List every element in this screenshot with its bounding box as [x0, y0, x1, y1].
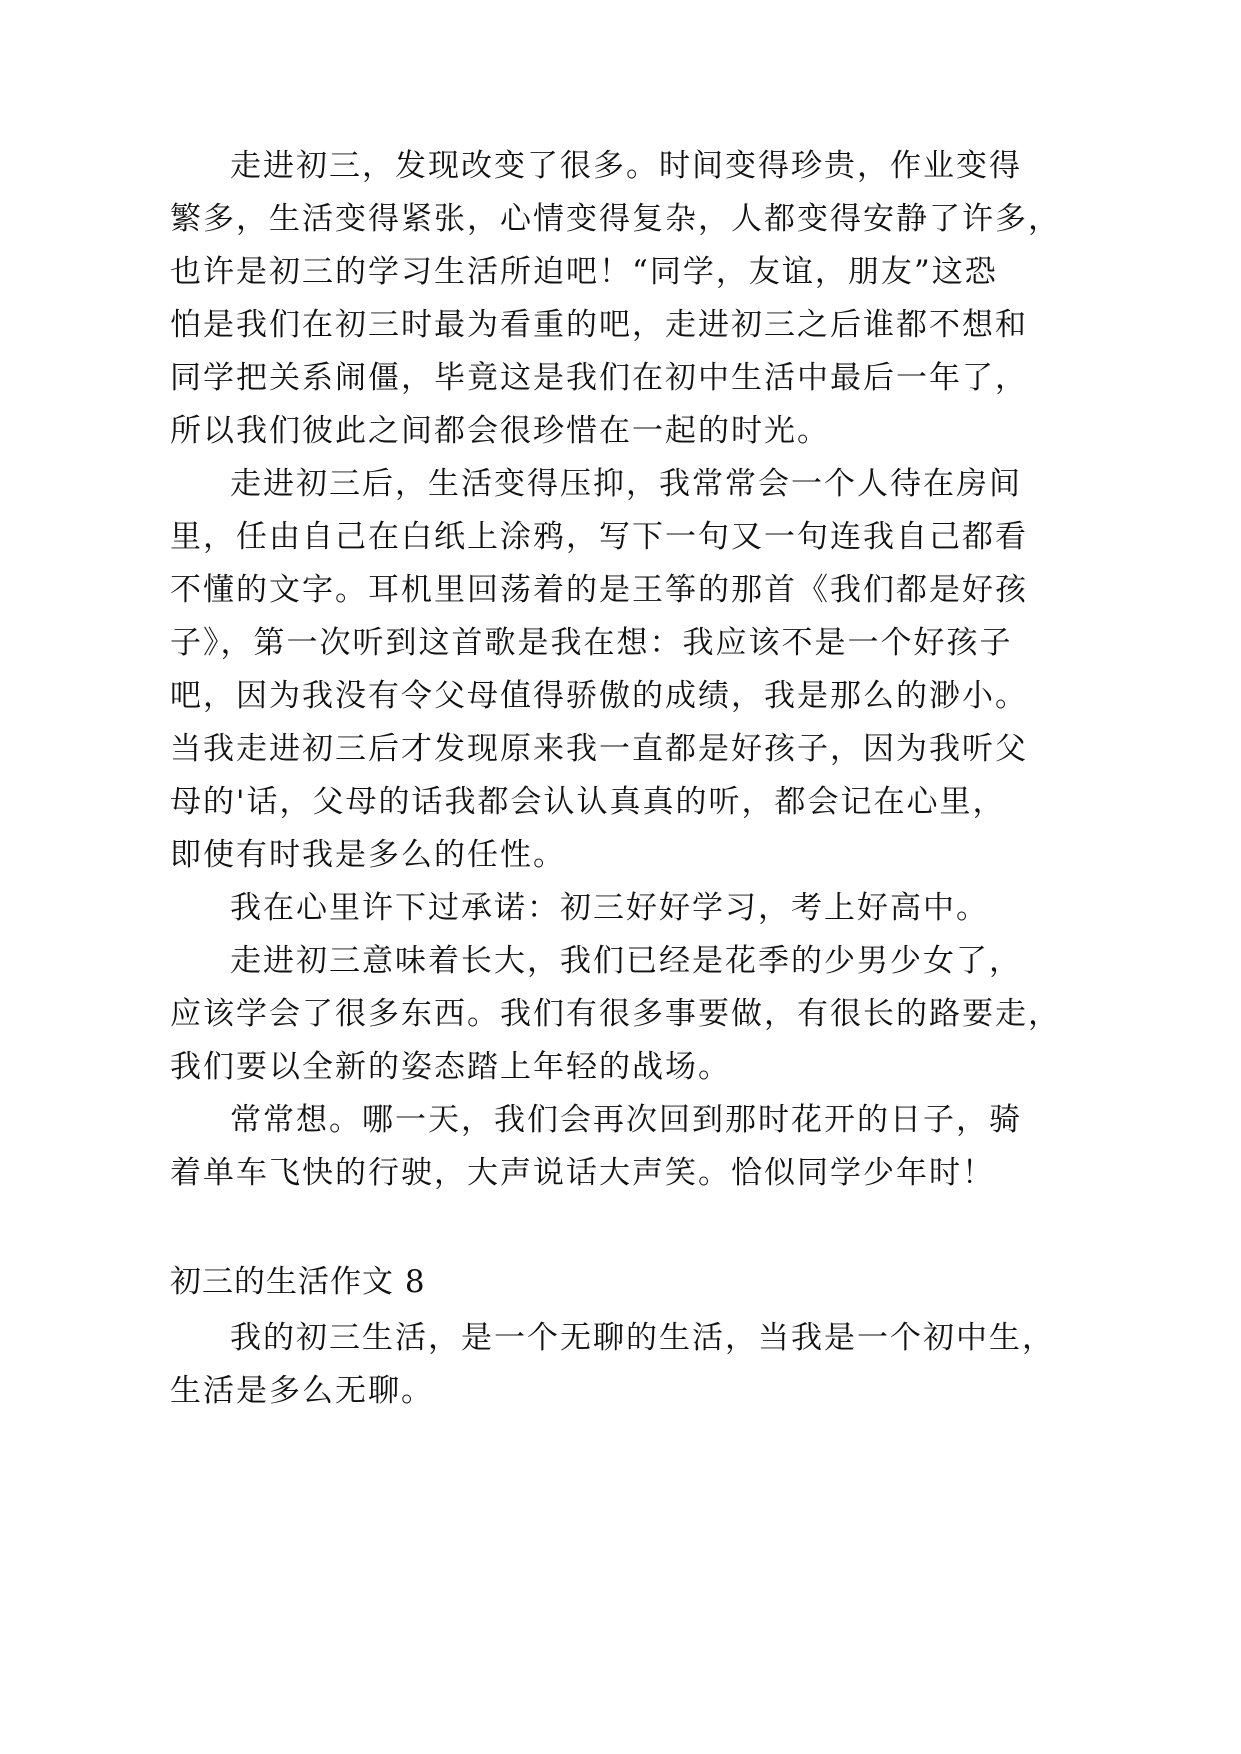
paragraph-4-line-2: 应该学会了很多东西。我们有很多事要做，有很长的路要走， [170, 996, 1061, 1032]
paragraph-2-line-8: 即使有时我是多么的任性。 [170, 837, 566, 873]
paragraph-2-line-4: 子》，第一次听到这首歌是我在想：我应该不是一个好孩子 [170, 625, 1013, 661]
paragraph-2-line-5: 吧，因为我没有令父母值得骄傲的成绩，我是那么的渺小。 [170, 678, 1028, 714]
paragraph-2-line-3: 不懂的文字。耳机里回荡着的是王筝的那首《我们都是好孩 [170, 572, 1028, 608]
paragraph-1-line-1: 走进初三，发现改变了很多。时间变得珍贵，作业变得 [230, 148, 1022, 184]
paragraph-3-line-1: 我在心里许下过承诺：初三好好学习，考上好高中。 [230, 890, 989, 926]
paragraph-6-line-2: 生活是多么无聊。 [170, 1373, 434, 1409]
paragraph-4-line-3: 我们要以全新的姿态踏上年轻的战场。 [170, 1049, 731, 1085]
section-heading: 初三的生活作文 8 [170, 1264, 426, 1300]
paragraph-5-line-2: 着单车飞快的行驶，大声说话大声笑。恰似同学少年时！ [170, 1155, 995, 1191]
paragraph-6-line-1: 我的初三生活，是一个无聊的生活，当我是一个初中生， [230, 1320, 1055, 1356]
paragraph-1-line-4: 怕是我们在初三时最为看重的吧，走进初三之后谁都不想和 [170, 307, 1028, 343]
paragraph-4-line-1: 走进初三意味着长大，我们已经是花季的少男少女了， [230, 943, 1022, 979]
paragraph-1-line-6: 所以我们彼此之间都会很珍惜在一起的时光。 [170, 413, 830, 449]
paragraph-1-line-3: 也许是初三的学习生活所迫吧！“同学，友谊，朋友”这恐 [170, 254, 998, 290]
paragraph-1-line-5: 同学把关系闹僵，毕竟这是我们在初中生活中最后一年了， [170, 360, 1028, 396]
paragraph-2-line-1: 走进初三后，生活变得压抑，我常常会一个人待在房间 [230, 466, 1022, 502]
paragraph-2-line-6: 当我走进初三后才发现原来我一直都是好孩子，因为我听父 [170, 731, 1028, 767]
paragraph-2-line-7: 母的'话，父母的话我都会认认真真的听，都会记在心里， [170, 784, 1006, 820]
paragraph-5-line-1: 常常想。哪一天，我们会再次回到那时花开的日子，骑 [230, 1102, 1022, 1138]
paragraph-2-line-2: 里，任由自己在白纸上涂鸦，写下一句又一句连我自己都看 [170, 519, 1028, 555]
paragraph-1-line-2: 繁多，生活变得紧张，心情变得复杂，人都变得安静了许多， [170, 201, 1061, 237]
